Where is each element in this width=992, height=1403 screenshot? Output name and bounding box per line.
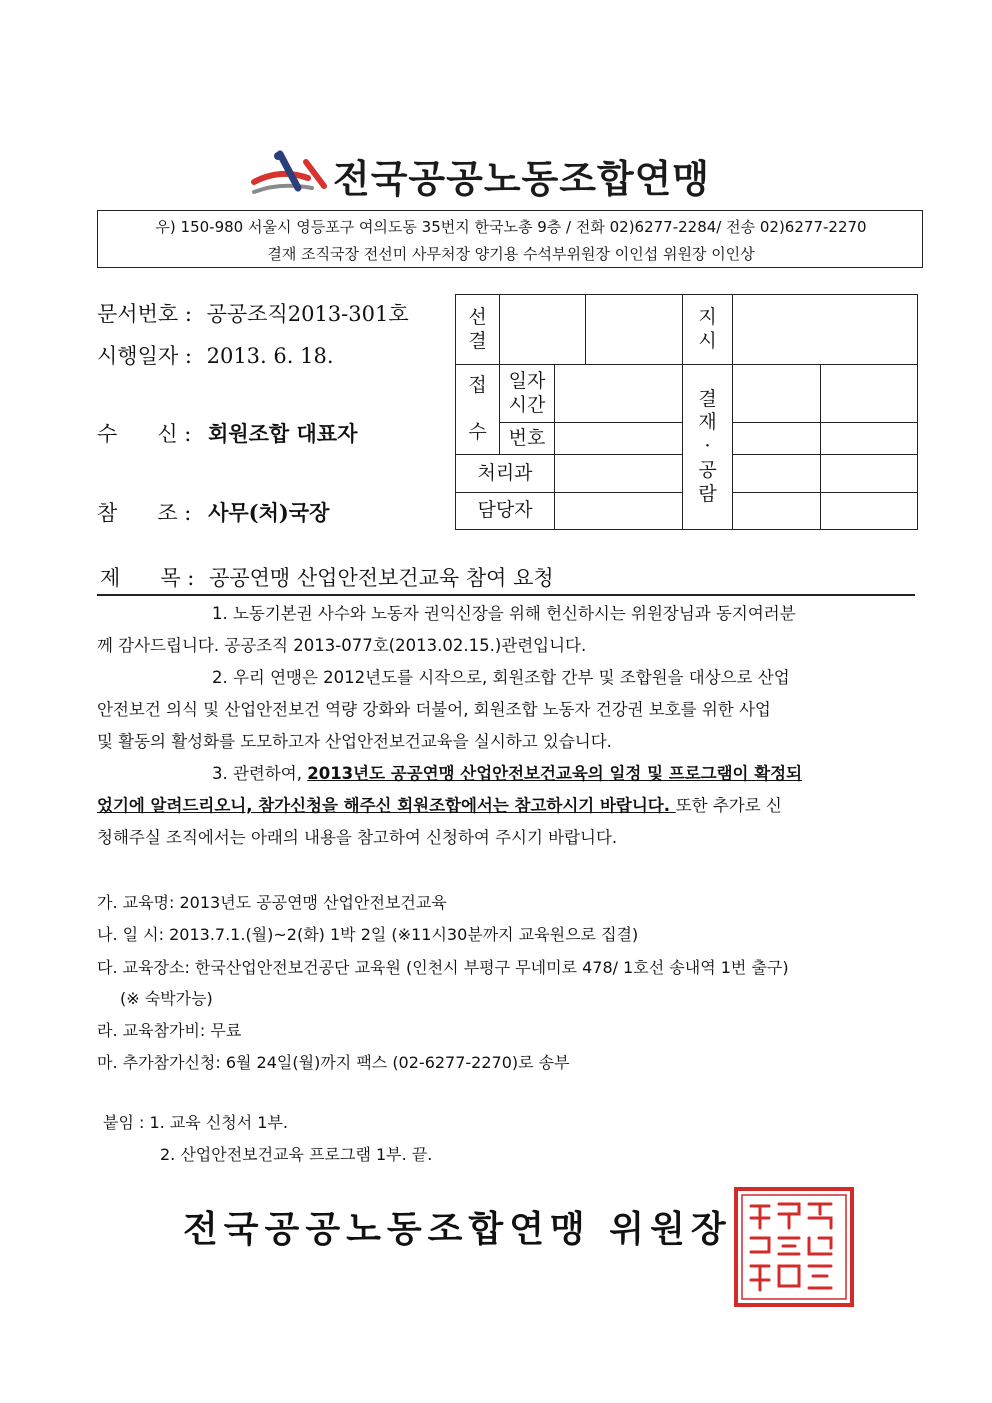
approval-blank <box>821 423 918 455</box>
issue-date-value: 2013. 6. 18. <box>206 344 334 368</box>
signature: 전국공공노동조합연맹 위원장 <box>183 1208 732 1250</box>
gyeoljae-gongram-cell: 결 재 · 공 람 <box>683 365 733 530</box>
item-da: 다. 교육장소: 한국산업안전보건공단 교육원 (인천시 부평구 무네미로 478/ 1호선 송내역 1번 출구) <box>97 958 789 977</box>
recipient-value: 회원조합 대표자 <box>208 421 358 446</box>
damdangja-cell: 담당자 <box>456 493 555 530</box>
address-line: 우) 150-980 서울시 영등포구 여의도동 35번지 한국노총 9층 / 전화 02)6277-2284/ 전송 02)6277-2270 <box>155 218 867 236</box>
paragraph-1-line-2: 께 감사드립니다. 공공조직 2013-077호(2013.02.15.)관련입니다. <box>97 636 587 655</box>
org-title: 전국공공노동조합연맹 <box>333 156 711 201</box>
org-logo-icon <box>250 148 332 198</box>
approval-blank <box>821 365 918 423</box>
attachment-1: 붙임 : 1. 교육 신청서 1부. <box>103 1113 288 1132</box>
subject-text: 공공연맹 산업안전보건교육 참여 요청 <box>209 566 554 590</box>
approval-blank <box>733 365 821 423</box>
item-ra: 라. 교육참가비: 무료 <box>97 1021 242 1040</box>
official-seal-icon <box>733 1186 855 1308</box>
approval-blank <box>733 455 821 493</box>
approval-blank <box>555 423 683 455</box>
paragraph-3-emphasis: 2013년도 공공연맹 산업안전보건교육의 일정 및 프로그램이 확정되 <box>307 764 803 783</box>
subject-divider <box>97 594 915 596</box>
doc-number-label: 문서번호 : <box>97 302 192 326</box>
beonho-cell: 번호 <box>500 423 555 455</box>
subject-label: 제 목 : <box>100 566 195 590</box>
seon-gyeol-cell: 선 결 <box>456 295 500 365</box>
approval-line: 결재 조직국장 전선미 사무처장 양기용 수석부위원장 이인섭 위원장 이인상 <box>267 245 755 263</box>
approval-blank <box>821 493 918 530</box>
item-ma: 마. 추가참가신청: 6월 24일(월)까지 팩스 (02-6277-2270)로 송부 <box>97 1053 570 1072</box>
issue-date-label: 시행일자 : <box>97 344 192 368</box>
paragraph-2-line-2: 안전보건 의식 및 산업안전보건 역량 강화와 더불어, 회원조합 노동자 건강권 보호를 위한 사업 <box>97 700 771 719</box>
reference-label: 참 조 : <box>97 501 192 525</box>
approval-blank <box>555 455 683 493</box>
paragraph-3-intro: 3. 관련하여, <box>212 764 308 783</box>
recipient-label: 수 신 : <box>97 422 192 446</box>
doc-number <box>97 298 409 328</box>
paragraph-3-line-3: 청해주실 조직에서는 아래의 내용을 참고하여 신청하여 주시기 바랍니다. <box>97 828 618 847</box>
jisi-cell: 지 시 <box>683 295 733 365</box>
approval-table <box>455 294 917 529</box>
paragraph-2-line-3: 및 활동의 활성화를 도모하고자 산업안전보건교육을 실시하고 있습니다. <box>97 732 612 751</box>
jeopsu-cell: 접 수 <box>456 365 500 455</box>
approval-blank <box>733 423 821 455</box>
approval-blank <box>500 295 586 365</box>
paragraph-3-tail: 또한 추가로 신 <box>675 796 782 815</box>
ilja-sigan-cell: 일자 시간 <box>500 365 555 423</box>
item-da-note: (※ 숙박가능) <box>120 989 213 1008</box>
item-na: 나. 일 시: 2013.7.1.(월)~2(화) 1박 2일 (※11시30분까지 교육원으로 집결) <box>97 925 639 944</box>
paragraph-3-line-2 <box>97 790 782 822</box>
cheorigwa-cell: 처리과 <box>456 455 555 493</box>
doc-number-value: 공공조직2013-301호 <box>206 302 409 326</box>
recipient <box>97 418 357 448</box>
issue-date <box>97 340 334 370</box>
paragraph-3-line-1 <box>212 758 802 790</box>
item-ga: 가. 교육명: 2013년도 공공연맹 산업안전보건교육 <box>97 893 447 912</box>
approval-blank <box>733 493 821 530</box>
attachment-2: 2. 산업안전보건교육 프로그램 1부. 끝. <box>160 1145 433 1164</box>
approval-blank <box>555 493 683 530</box>
reference <box>97 497 329 527</box>
approval-blank <box>733 295 918 365</box>
approval-blank <box>821 455 918 493</box>
subject <box>100 562 554 592</box>
paragraph-3-emphasis-cont: 었기에 알려드리오니, 참가신청을 해주신 회원조합에서는 참고하시기 바랍니다. <box>97 796 676 815</box>
reference-value: 사무(처)국장 <box>208 500 330 525</box>
paragraph-2-line-1: 2. 우리 연맹은 2012년도를 시작으로, 회원조합 간부 및 조합원을 대상으로 산업 <box>212 668 790 687</box>
address-box <box>97 210 923 268</box>
paragraph-1-line-1: 1. 노동기본권 사수와 노동자 권익신장을 위해 헌신하시는 위원장님과 동지여러분 <box>212 604 796 623</box>
approval-blank <box>555 365 683 423</box>
approval-blank <box>586 295 683 365</box>
